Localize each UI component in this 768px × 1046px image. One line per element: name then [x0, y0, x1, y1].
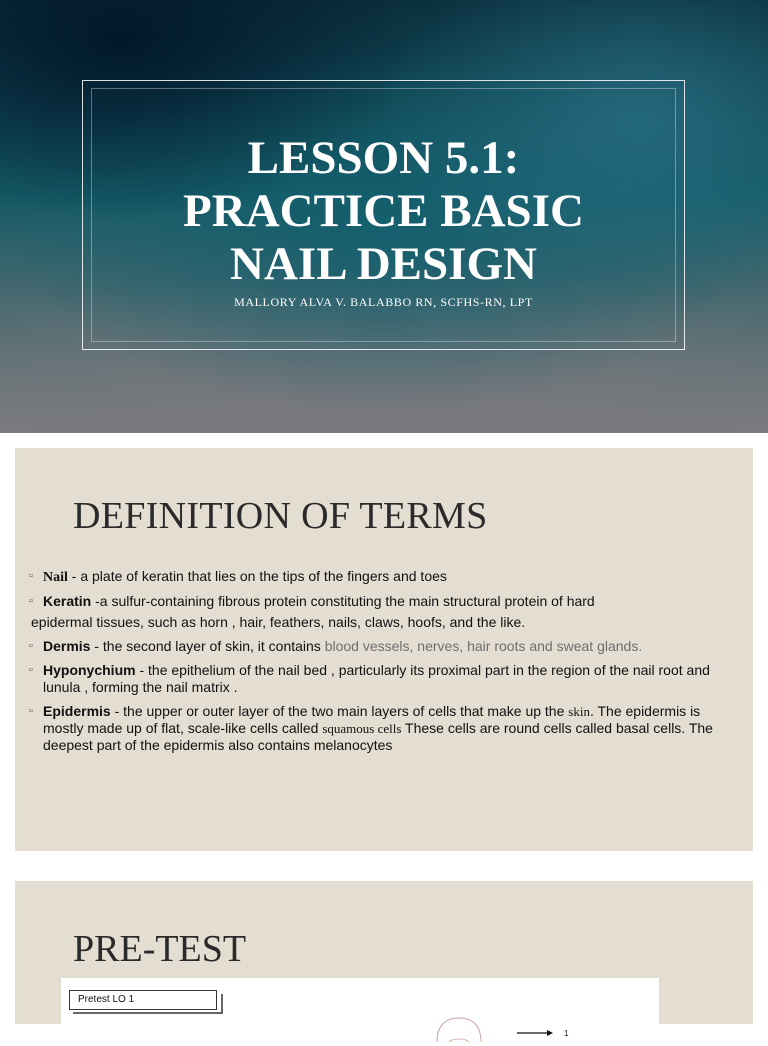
title-line-3: NAIL DESIGN	[230, 238, 537, 290]
term-definition-part-a: - the upper or outer layer of the two main layers of cells that make up the	[110, 703, 569, 719]
nail-tip	[449, 1039, 469, 1042]
lesson-title	[82, 132, 685, 291]
pretest-slide	[15, 881, 753, 1038]
slide-heading: DEFINITION OF TERMS	[73, 495, 488, 537]
terms-list	[29, 568, 741, 761]
term-definition: - a plate of keratin that lies on the tips of the fingers and toes	[67, 568, 447, 584]
pointer-label: 1	[564, 1029, 569, 1038]
pointer-arrow-head	[547, 1030, 553, 1036]
term-item-epidermis	[29, 703, 741, 754]
term-item-dermis	[29, 638, 741, 655]
term-definition-highlight: blood vessels, nerves, hair roots and sweat glands.	[324, 638, 643, 654]
term-item-hyponychium	[29, 662, 741, 696]
title-slide	[0, 0, 768, 433]
author-line: MALLORY ALVA V. BALABBO RN, SCFHS-RN, LPT	[234, 295, 533, 309]
term-label: Epidermis	[43, 703, 111, 719]
term-item-keratin	[29, 593, 741, 610]
term-squamous: squamous cells	[322, 721, 402, 736]
title-line-2: PRACTICE BASIC	[183, 185, 584, 237]
term-definition-part-b: . The epidermis is mostly made up of flat, scale-like cells called	[43, 703, 701, 736]
term-label: Dermis	[43, 638, 91, 654]
term-label: Keratin	[43, 593, 92, 609]
nail-sketch	[431, 996, 631, 1046]
term-label: Nail	[43, 570, 68, 585]
term-definition-continued: epidermal tissues, such as horn , hair, feathers, nails, claws, hoofs, and the like.	[31, 614, 526, 630]
term-item-keratin-continued	[29, 614, 741, 631]
definition-slide	[15, 448, 753, 851]
slide-heading: PRE-TEST	[73, 928, 247, 970]
title-line-1: LESSON 5.1:	[247, 132, 520, 184]
term-item-nail	[29, 568, 741, 586]
term-definition-part-c: These cells are round cells called basal cells. The deepest part of the epidermis also contains melanocytes	[43, 720, 713, 753]
term-label: Hyponychium	[43, 662, 136, 678]
term-definition: - the epithelium of the nail bed , particularly its proximal part in the region of the nail root and lunula , forming the nail matrix .	[43, 662, 710, 695]
pretest-tab: Pretest LO 1	[69, 990, 217, 1010]
term-definition: -a sulfur-containing fibrous protein constituting the main structural protein of hard	[91, 593, 595, 609]
nail-outline	[437, 1018, 481, 1042]
term-skin: skin	[568, 704, 590, 719]
pretest-sheet	[61, 978, 659, 1038]
term-definition: - the second layer of skin, it contains	[90, 638, 325, 654]
